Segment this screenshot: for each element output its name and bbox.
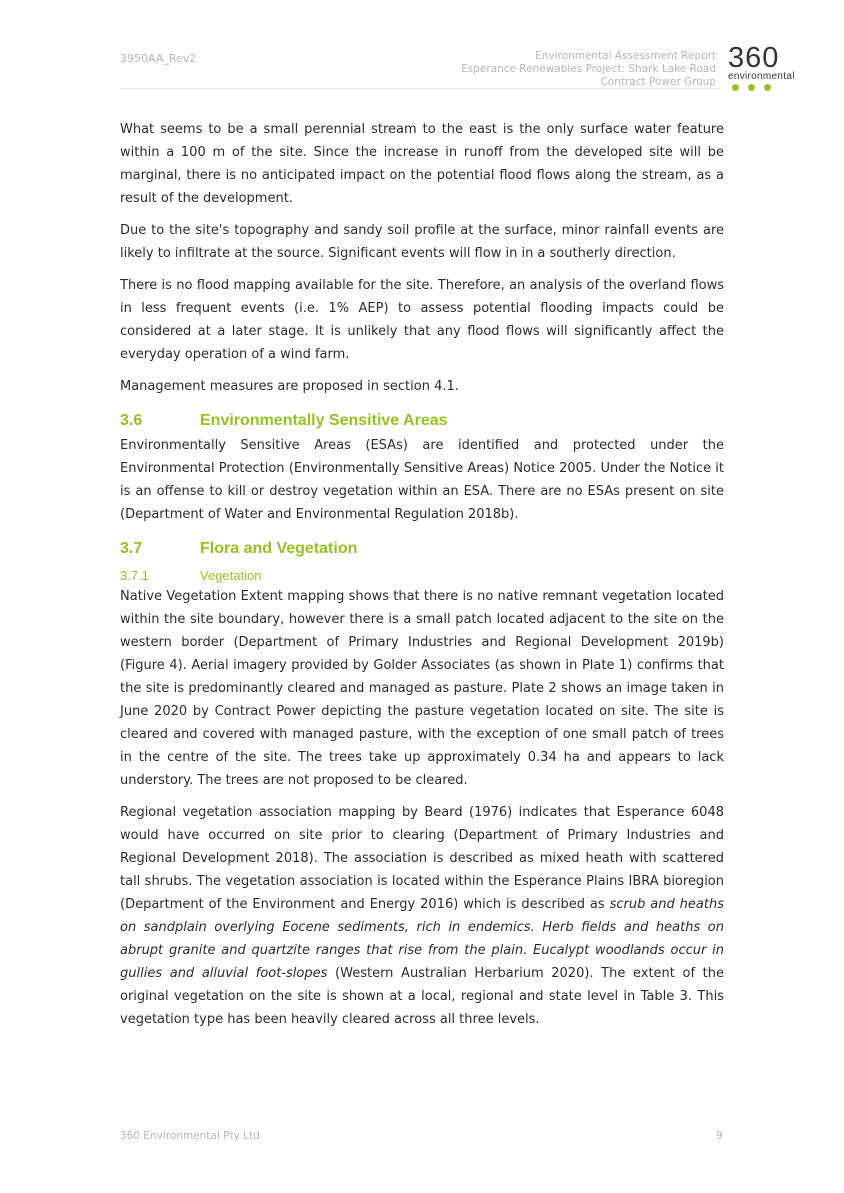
section-title: Environmentally Sensitive Areas: [200, 412, 448, 429]
client-name: Contract Power Group: [600, 76, 716, 88]
paragraph-rainfall: Due to the site's topography and sandy soil profile at the surface, minor rainfall events are likely to infiltrate at the source. Significant events will flow in in a southerly direction.: [120, 223, 724, 261]
section-title: Flora and Vegetation: [200, 540, 358, 557]
header-divider: [120, 88, 720, 89]
paragraph-stream: What seems to be a small perennial stream to the east is the only surface water feature within a 100 m of the site. Since the increase in runoff from the developed site will be marginal, there is no anticipated impact on the potential flood flows along the stream, as a result of the development.: [120, 122, 724, 206]
text-run: Regional vegetation association mapping by Beard (1976) indicates that Esperance 6048 would have occurred on site prior to clearing (Department of Primary Industries and Regional Development 2018). The association is described as mixed heath with scattered tall shrubs. The vegetation association is located within the Esperance Plains IBRA bioregion (Department of the Environment and Energy 2016) which is described as: [120, 805, 724, 912]
page-body: [120, 118, 724, 1040]
report-title: Environmental Assessment Report: [535, 50, 716, 62]
footer-company: 360 Environmental Pty Ltd: [120, 1130, 260, 1142]
section-heading-esa: [120, 412, 724, 430]
paragraph-regional-vegetation: [120, 801, 724, 1031]
paragraph-native-vegetation: Native Vegetation Extent mapping shows that there is no native remnant vegetation located within the site boundary, however there is a small patch located adjacent to the site on the western border (Department of Primary Industries and Regional Development 2019b) (Figure 4). Aerial imagery provided by Golder Associates (as shown in Plate 1) confirms that the site is predominantly cleared and managed as pasture. Plate 2 shows an image taken in June 2020 by Contract Power depicting the pasture vegetation located on site. The site is cleared and covered with managed pasture, with the exception of one small patch of trees in the centre of the site. The trees take up approximately 0.34 ha and appears to lack understory. The trees are not proposed to be cleared.: [120, 589, 724, 788]
text-run: (Western Australian Herbarium 2020). The extent of the original vegetation on the site is shown at a local, regional and state level in Table 3. This vegetation type has been heavily cleared across all three levels.: [120, 966, 725, 1027]
paragraph-management: Management measures are proposed in section 4.1.: [120, 379, 459, 394]
logo-word: environmental: [728, 71, 795, 82]
logo-dots-icon: [732, 84, 814, 91]
company-logo: [728, 44, 814, 91]
report-header: [461, 50, 716, 89]
subsection-heading-vegetation: [120, 568, 724, 583]
italic-description: scrub and heaths on sandplain overlying Eocene sediments, rich in endemics. Herb fields and heaths on abrupt granite and quartzite ranges that rise from the plain. Eucalypt woodlands occur in gullies and alluvial foot-slopes: [120, 897, 724, 981]
page-number: 9: [716, 1130, 723, 1142]
section-number: 3.7: [120, 540, 143, 557]
subsection-title: Vegetation: [200, 568, 262, 583]
paragraph-flood-mapping: There is no flood mapping available for the site. Therefore, an analysis of the overland flows in less frequent events (i.e. 1% AEP) to assess potential flooding impacts could be considered at a later stage. It is unlikely that any flood flows will significantly affect the everyday operation of a wind farm.: [120, 278, 724, 362]
project-name: Esperance Renewables Project: Shark Lake Road: [461, 63, 716, 75]
subsection-number: 3.7.1: [120, 568, 149, 583]
document-code: 3950AA_Rev2: [120, 52, 197, 65]
section-heading-flora: [120, 540, 724, 558]
paragraph-esa: Environmentally Sensitive Areas (ESAs) are identified and protected under the Environmental Protection (Environmentally Sensitive Areas) Notice 2005. Under the Notice it is an offense to kill or destroy vegetation within an ESA. There are no ESAs present on site (Department of Water and Environmental Regulation 2018b).: [120, 438, 724, 522]
logo-number: 360: [728, 42, 780, 74]
section-number: 3.6: [120, 412, 143, 429]
